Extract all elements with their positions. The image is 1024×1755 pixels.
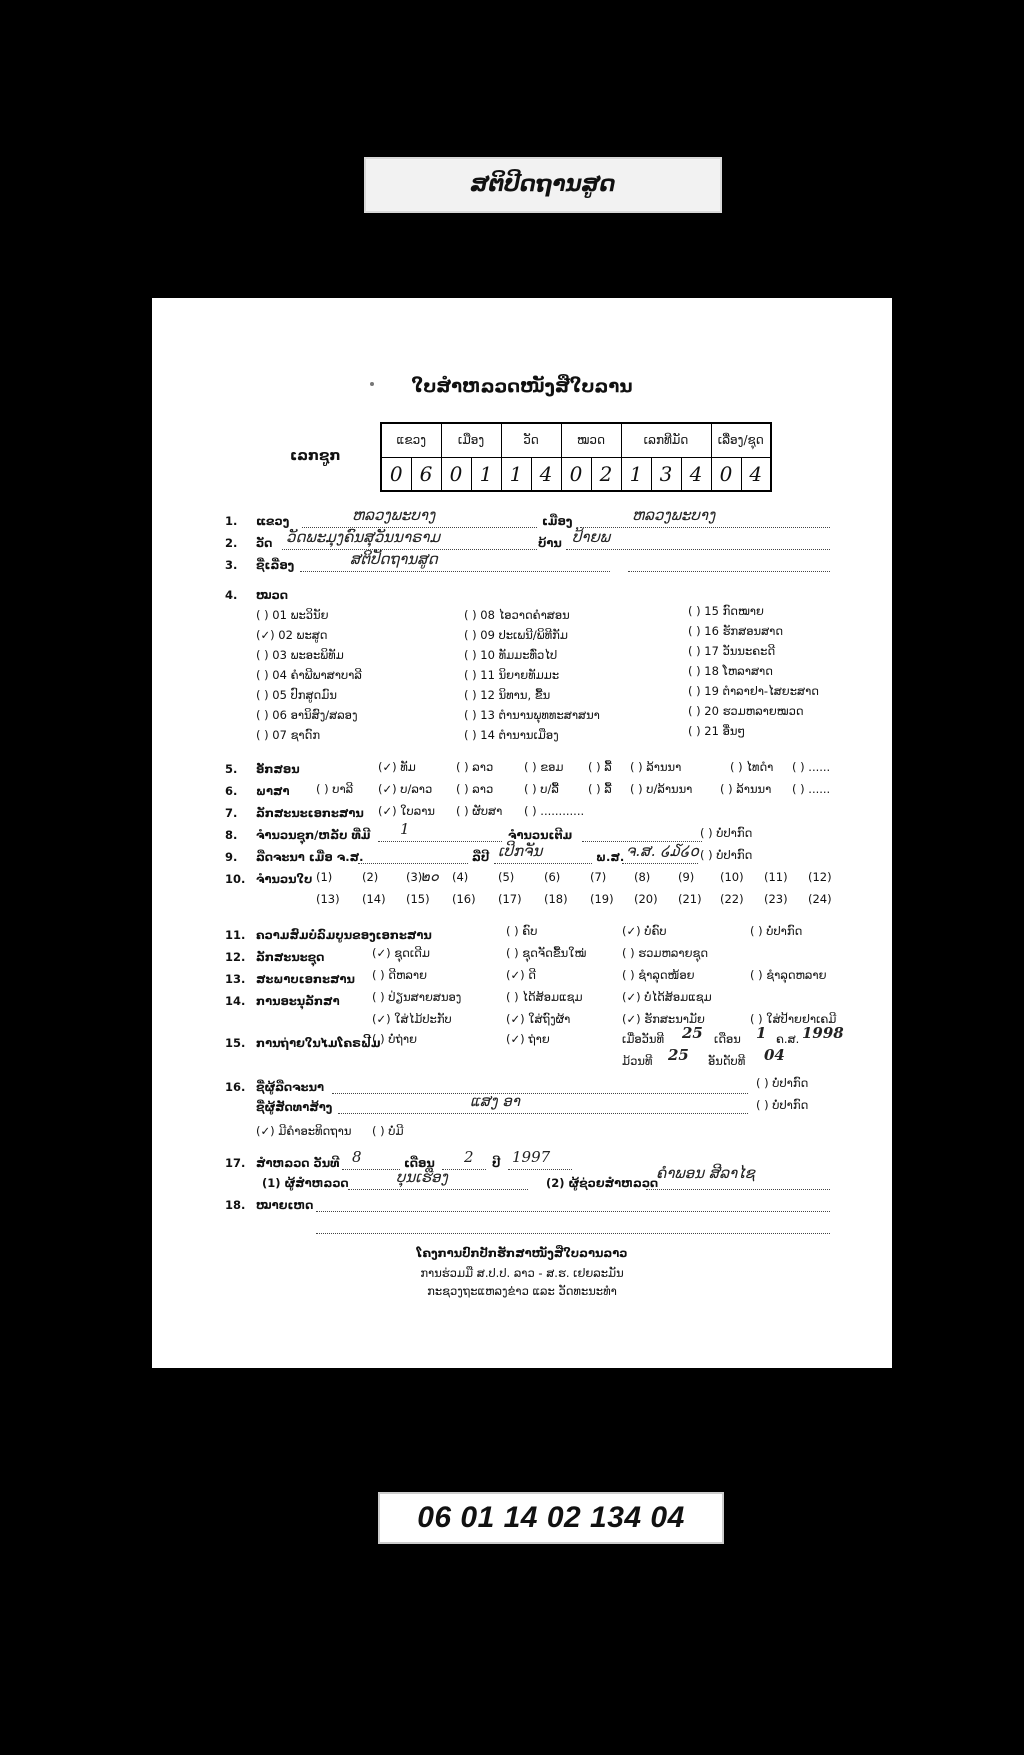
film-year-label: ຄ.ສ.: [776, 1032, 800, 1046]
category-option[interactable]: (✓) 02 ພະສູດ: [256, 628, 328, 642]
survey-year-label: ປີ: [492, 1156, 501, 1170]
leaf-count-option[interactable]: (20): [634, 892, 658, 906]
category-label: ໝວດ: [256, 588, 288, 602]
code-digit: 0: [561, 457, 591, 491]
code-digit: 1: [501, 457, 531, 491]
field-number: 10.: [225, 872, 246, 886]
category-option[interactable]: ( ) 21 ອື່ນໆ: [688, 724, 746, 738]
condition-option[interactable]: ( ) ຊຳລຸດໜ້ອຍ: [622, 968, 695, 982]
conservation-option[interactable]: (✓) ຮັກສະນາມັຍ: [622, 1012, 705, 1026]
code-grid: [380, 422, 772, 492]
remarks-label: ໝາຍເຫດ: [256, 1198, 314, 1212]
document-title-label: ສຕິປີດຖານສູດ: [364, 157, 722, 213]
condition-option[interactable]: ( ) ຊຳລຸດຫລາຍ: [750, 968, 827, 982]
dotted-line: [378, 828, 502, 842]
film-roll-label: ມ້ວນທີ: [622, 1054, 653, 1068]
script-option[interactable]: ( ) ລ້ານນາ: [630, 760, 682, 774]
completeness-label: ຄວາມສົມບໍ່ລົມບູນຂອງເອກະສານ: [256, 928, 432, 942]
surveyor-value: ບຸນເຮືອງ: [396, 1168, 448, 1186]
leaf-count-option[interactable]: (4): [452, 870, 469, 884]
conservation-label: ການອະນຸລັກສາ: [256, 994, 340, 1008]
dotted-line: [628, 558, 830, 572]
title-label: ຊື່ເລື່ອງ: [256, 558, 295, 572]
survey-month-label: ເດືອນ: [404, 1156, 435, 1170]
microfilm-option[interactable]: ( ) ບໍ່ຖ່າຍ: [372, 1032, 417, 1046]
film-day-value: 25: [682, 1024, 703, 1042]
leaf-count-value: ๒๐: [420, 867, 440, 885]
film-year-value: 1998: [802, 1024, 844, 1042]
province-label: ແຂວງ: [256, 514, 290, 528]
condition-label: ສະພາບເອກະສານ: [256, 972, 355, 986]
footer-cooperation: ການຮ່ວມມື ສ.ປ.ປ. ລາວ - ສ.ຮ. ເຢຍລະມັນ: [420, 1266, 624, 1280]
dotted-line: [338, 1100, 748, 1114]
survey-date-label: ສຳຫລວດ ວັນທີ: [256, 1156, 340, 1170]
assistant-label: (2) ຜູ້ຊ່ວຍສຳຫລວດ: [546, 1176, 659, 1190]
village-value: ປ້າຍພ: [572, 528, 611, 546]
document-type-option[interactable]: ( ) ຜັບສາ: [456, 804, 503, 818]
film-roll-value: 25: [668, 1046, 689, 1064]
script-option[interactable]: (✓) ທັມ: [378, 760, 416, 774]
leaf-count-option[interactable]: (18): [544, 892, 568, 906]
field-number: 18.: [225, 1198, 246, 1212]
code-digit: 0: [711, 457, 741, 491]
leaf-count-option[interactable]: (6): [544, 870, 561, 884]
code-digit: 3: [651, 457, 681, 491]
dotted-line: [300, 558, 610, 572]
leaf-count-option[interactable]: (19): [590, 892, 614, 906]
district-value: ຫລວງພະບາງ: [632, 506, 716, 524]
category-option[interactable]: ( ) 11 ນິຍາຍທັມມະ: [464, 668, 560, 682]
language-option[interactable]: ( ) ບ/ລື້: [524, 782, 559, 796]
leaf-count-option[interactable]: (10): [720, 870, 744, 884]
condition-option[interactable]: (✓) ດີ: [506, 968, 536, 982]
sponsor-unknown-option[interactable]: ( ) ບໍ່ປາກົດ: [756, 1098, 809, 1112]
leaf-count-option[interactable]: (8): [634, 870, 651, 884]
code-digit: 4: [741, 457, 771, 491]
script-option[interactable]: ( ) ຂອມ: [524, 760, 564, 774]
field-number: 2.: [225, 536, 238, 550]
category-option[interactable]: ( ) 17 ວັນນະຄະດີ: [688, 644, 776, 658]
code-header-district: ເມືອງ: [441, 423, 501, 457]
field-number: 5.: [225, 762, 238, 776]
conservation-option[interactable]: ( ) ປ່ຽນສາຍສນອງ: [372, 990, 462, 1004]
survey-form-sheet: [152, 298, 892, 1368]
field-number: 1.: [225, 514, 238, 528]
temple-value: ວັດພະມຸງຄົນສຸວັນນາຣາມ: [286, 528, 441, 546]
language-option[interactable]: ( ) ......: [792, 782, 831, 796]
conservation-option[interactable]: ( ) ໃສ່ປ້າຍຢາເຄມີ: [750, 1012, 837, 1026]
dotted-line: [582, 828, 702, 842]
code-digit: 4: [531, 457, 561, 491]
dotted-line: [316, 1220, 830, 1234]
leaf-count-option[interactable]: (11): [764, 870, 788, 884]
temple-label: ວັດ: [256, 536, 273, 550]
category-option[interactable]: ( ) 19 ຕຳລາຢາ-ໄສຍະສາດ: [688, 684, 819, 698]
microfilm-label: ການຖ່າຍໃນໄມໂຄຣຟີມ: [256, 1036, 381, 1050]
script-option[interactable]: ( ) ລື້: [588, 760, 612, 774]
code-digit: 2: [591, 457, 621, 491]
year-name-label: ລືປີ: [472, 850, 490, 864]
language-option[interactable]: ( ) ບ/ລ້ານນາ: [630, 782, 693, 796]
script-label: ອັກສອນ: [256, 762, 300, 776]
category-option[interactable]: ( ) 12 ນິທານ, ຂື້ນ: [464, 688, 551, 702]
conservation-option[interactable]: (✓) ໃສ່ຖົງຜ້າ: [506, 1012, 571, 1026]
dedication-option[interactable]: ( ) ບໍ່ມີ: [372, 1124, 404, 1138]
code-digit: 1: [621, 457, 651, 491]
category-option[interactable]: ( ) 18 ໂຫລາສາດ: [688, 664, 773, 678]
field-number: 6.: [225, 784, 238, 798]
sponsor-label: ຊື່ຜູ້ສັດທາສ້າງ: [256, 1100, 333, 1114]
code-label: ເລກຊູກ: [290, 448, 341, 464]
category-option[interactable]: ( ) 16 ຮັກສອນສາດ: [688, 624, 784, 638]
field-number: 14.: [225, 994, 246, 1008]
document-type-label: ລັກສະນະເອກະສານ: [256, 806, 364, 820]
leaf-count-label: ຈຳນວນໃບ: [256, 872, 313, 886]
category-option[interactable]: ( ) 08 ໄອວາດຄຳສອນ: [464, 608, 570, 622]
condition-option[interactable]: ( ) ດີຫລາຍ: [372, 968, 427, 982]
film-date-label: ເມື່ອວັນທີ: [622, 1032, 665, 1046]
leaf-count-option[interactable]: (12): [808, 870, 832, 884]
category-option[interactable]: ( ) 14 ຕຳນານເມືອງ: [464, 728, 559, 742]
code-header-bundle: ເລກທີມັດ: [621, 423, 711, 457]
dot-mark: [370, 382, 374, 386]
category-option[interactable]: ( ) 05 ປົກສູດມົນ: [256, 688, 337, 702]
language-option[interactable]: (✓) ບ/ລາວ: [378, 782, 433, 796]
completeness-option[interactable]: ( ) ບໍ່ປາກົດ: [750, 924, 803, 938]
script-option[interactable]: ( ) ......: [792, 760, 831, 774]
leaf-count-option[interactable]: (15): [406, 892, 430, 906]
extra-count-label: ຈຳນວນເຕີມ: [508, 828, 573, 842]
leaf-count-option[interactable]: (22): [720, 892, 744, 906]
category-option[interactable]: ( ) 15 ກົດໝາຍ: [688, 604, 764, 618]
village-label: ບ້ານ: [538, 536, 562, 550]
field-number: 13.: [225, 972, 246, 986]
language-option[interactable]: ( ) ລາວ: [456, 782, 494, 796]
microfilm-option[interactable]: (✓) ຖ່າຍ: [506, 1032, 550, 1046]
code-header-category: ໝວດ: [561, 423, 621, 457]
set-type-option[interactable]: ( ) ຮວມຫລາຍຊຸດ: [622, 946, 709, 960]
conservation-option[interactable]: ( ) ໄດ້ສ້ອມແຊມ: [506, 990, 583, 1004]
field-number: 8.: [225, 828, 238, 842]
dotted-line: [342, 1156, 400, 1170]
field-number: 12.: [225, 950, 246, 964]
copy-date-label: ລືດຈະນາ ເມື່ອ ຈ.ສ.: [256, 850, 364, 864]
field-number: 17.: [225, 1156, 246, 1170]
leaf-count-option[interactable]: (7): [590, 870, 607, 884]
code-header-title-set: ເລື່ອງ/ຊຸດ: [711, 423, 771, 457]
buddhist-era-label: ພ.ສ.: [596, 850, 625, 864]
field-number: 11.: [225, 928, 246, 942]
manuscript-code-label: 06 01 14 02 134 04: [378, 1492, 724, 1544]
set-type-label: ລັກສະນະຊຸດ: [256, 950, 325, 964]
buddhist-era-value: ຈ.ສ. ໒໓໒໐: [626, 842, 700, 860]
film-sequence-label: ອັນດັບທີ: [708, 1054, 746, 1068]
language-option[interactable]: ( ) ລ້ານນາ: [720, 782, 772, 796]
field-number: 9.: [225, 850, 238, 864]
set-type-option[interactable]: (✓) ຊຸດເດີມ: [372, 946, 430, 960]
leaf-count-option[interactable]: (23): [764, 892, 788, 906]
script-option[interactable]: ( ) ໄທດຳ: [730, 760, 774, 774]
language-option[interactable]: ( ) ລື້: [588, 782, 612, 796]
document-type-option[interactable]: ( ) ............: [524, 804, 585, 818]
form-heading: ໃບສຳຫລວດໜັງສືໃບລານ: [411, 376, 633, 397]
script-option[interactable]: ( ) ລາວ: [456, 760, 494, 774]
dedication-option[interactable]: (✓) ມີຄຳອະທິດຖານ: [256, 1124, 352, 1138]
footer-ministry: ກະຊວງຖະແຫລງຂ່າວ ແລະ ວັດທະນະທຳ: [427, 1284, 617, 1298]
field-number: 7.: [225, 806, 238, 820]
code-header-province: ແຂວງ: [381, 423, 441, 457]
footer-project: ໂຄງການປົກປັກຮັກສາໜັງສືໃບລານລາວ: [416, 1246, 628, 1260]
leaf-count-option[interactable]: (2): [362, 870, 379, 884]
bundle-count-value: 1: [400, 820, 410, 838]
leaf-count-option[interactable]: (24): [808, 892, 832, 906]
category-option[interactable]: ( ) 10 ທັມມະທົ່ວໄປ: [464, 648, 558, 662]
category-option[interactable]: ( ) 04 ຄຳພີພາສາບາລີ: [256, 668, 362, 682]
conservation-option[interactable]: (✓) ບໍ່ໄດ້ສ້ອມແຊມ: [622, 990, 712, 1004]
category-option[interactable]: ( ) 07 ຊາດົກ: [256, 728, 321, 742]
leaf-count-option[interactable]: (14): [362, 892, 386, 906]
sponsor-value: ແສງ ອາ: [470, 1092, 520, 1110]
category-option[interactable]: ( ) 01 ພະວິນັຍ: [256, 608, 329, 622]
category-option[interactable]: ( ) 13 ຕຳນານພຸທທະສາສນາ: [464, 708, 600, 722]
code-digit: 0: [381, 457, 411, 491]
title-value: ສຕິປັດຖານສູດ: [350, 550, 438, 568]
unknown-option[interactable]: ( ) ບໍ່ປາກົດ: [700, 848, 753, 862]
code-header-temple: ວັດ: [501, 423, 561, 457]
dotted-line: [332, 1080, 748, 1094]
code-digit: 6: [411, 457, 441, 491]
conservation-option[interactable]: (✓) ໃສ່ໄມ້ປະກັບ: [372, 1012, 452, 1026]
language-label: ພາສາ: [256, 784, 290, 798]
completeness-option[interactable]: ( ) ຄົບ: [506, 924, 538, 938]
year-name-value: ເປິກຈັນ: [498, 842, 543, 860]
province-value: ຫລວງພະບາງ: [352, 506, 436, 524]
scribe-label: ຊື່ຜູ້ລືດຈະນາ: [256, 1080, 324, 1094]
code-digit: 0: [441, 457, 471, 491]
field-number: 3.: [225, 558, 238, 572]
assistant-value: ຄຳພອນ ສີລາໄຊ: [656, 1164, 755, 1182]
code-digit: 4: [681, 457, 711, 491]
category-option[interactable]: ( ) 06 ອານິສົງ/ສລອງ: [256, 708, 358, 722]
category-option[interactable]: ( ) 09 ປະເພນີ/ພິທີກັມ: [464, 628, 568, 642]
dotted-line: [358, 850, 468, 864]
film-sequence-value: 04: [764, 1046, 785, 1064]
film-month-label: ເດືອນ: [714, 1032, 741, 1046]
completeness-option[interactable]: (✓) ບໍ່ຄົບ: [622, 924, 667, 938]
leaf-count-option[interactable]: (13): [316, 892, 340, 906]
bundle-count-label: ຈຳນວນຊຸກ/ຫລັບ ທີ່ມີ: [256, 828, 371, 842]
district-label: ເມືອງ: [542, 514, 573, 528]
leaf-count-option[interactable]: (21): [678, 892, 702, 906]
surveyor-label: (1) ຜູ້ສຳຫລວດ: [262, 1176, 349, 1190]
category-option[interactable]: ( ) 03 ພະອະພິທັມ: [256, 648, 344, 662]
document-type-option[interactable]: (✓) ໃບລານ: [378, 804, 435, 818]
survey-month-value: 2: [464, 1148, 474, 1166]
leaf-count-option[interactable]: (1): [316, 870, 333, 884]
leaf-count-option[interactable]: (5): [498, 870, 515, 884]
leaf-count-option[interactable]: (17): [498, 892, 522, 906]
category-option[interactable]: ( ) 20 ຮວມຫລາຍໝວດ: [688, 704, 804, 718]
code-digit: 1: [471, 457, 501, 491]
leaf-count-option[interactable]: (9): [678, 870, 695, 884]
survey-day-value: 8: [352, 1148, 362, 1166]
set-type-option[interactable]: ( ) ຊຸດຈັດຂື້ນໃໝ່: [506, 946, 587, 960]
dotted-line: [316, 1198, 830, 1212]
film-month-value: 1: [756, 1024, 767, 1042]
unknown-option[interactable]: ( ) ບໍ່ປາກົດ: [700, 826, 753, 840]
language-option[interactable]: ( ) ບາລີ: [316, 782, 354, 796]
leaf-count-option[interactable]: (3): [406, 870, 423, 884]
scribe-unknown-option[interactable]: ( ) ບໍ່ປາກົດ: [756, 1076, 809, 1090]
field-number: 15.: [225, 1036, 246, 1050]
field-number: 16.: [225, 1080, 246, 1094]
survey-year-value: 1997: [512, 1148, 551, 1166]
leaf-count-option[interactable]: (16): [452, 892, 476, 906]
field-number: 4.: [225, 588, 238, 602]
